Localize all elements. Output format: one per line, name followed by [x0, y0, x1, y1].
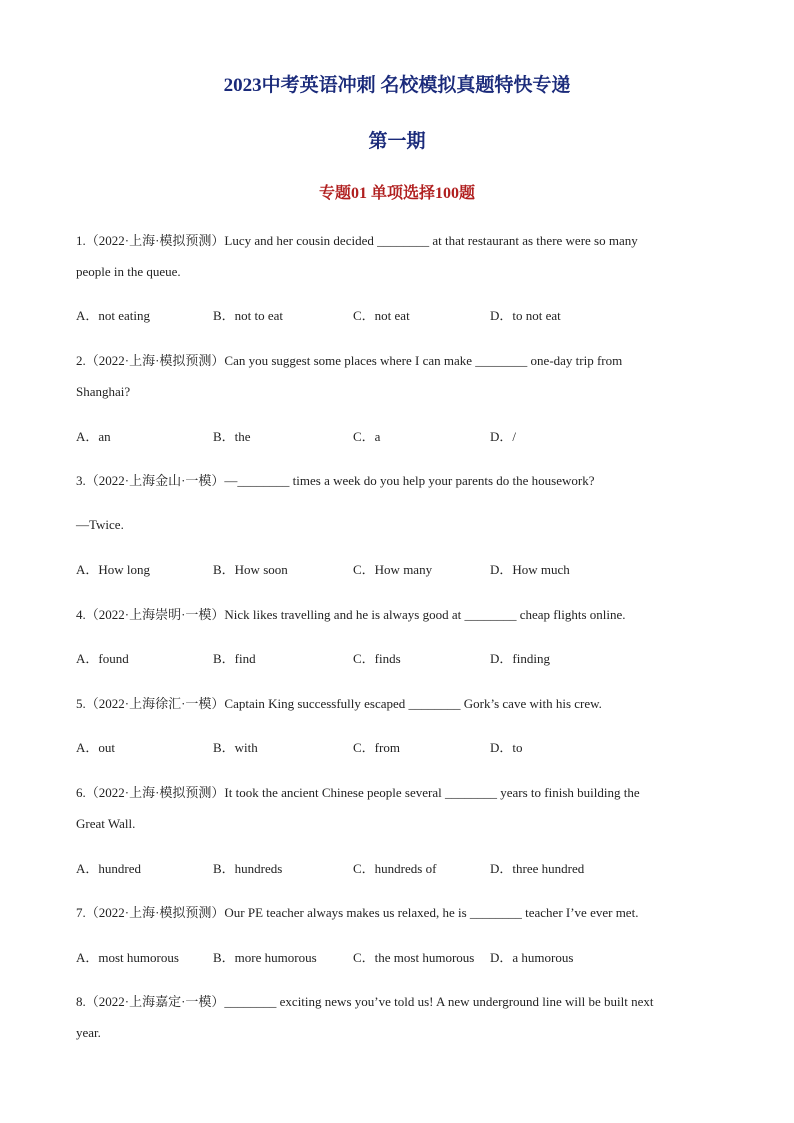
- option-d: D．/: [490, 429, 517, 444]
- option-d: D．a humorous: [490, 950, 574, 965]
- option-b: B．with: [213, 740, 258, 755]
- option-a: A．out: [76, 740, 116, 755]
- option-c: C．the most humorous: [353, 950, 475, 965]
- option-a: A．How long: [76, 562, 151, 577]
- option-d: D．three hundred: [490, 861, 585, 876]
- question-1-stem-line-1: 1.（2022·上海·模拟预测）Lucy and her cousin decided ________ at that restaurant as there were so many: [76, 233, 638, 248]
- topic-heading: 专题01 单项选择100题: [318, 185, 475, 202]
- question-8-stem-line-2: year.: [76, 1025, 101, 1040]
- question-3-stem-line-2: —Twice.: [76, 517, 124, 532]
- question-7-options: [76, 950, 716, 966]
- question-8-stem-line-1: 8.（2022·上海嘉定·一模）________ exciting news you’ve told us! A new underground line will be built next: [76, 994, 654, 1009]
- question-3-options: [76, 562, 716, 578]
- option-d: D．finding: [490, 651, 550, 666]
- option-a: A．found: [76, 651, 129, 666]
- option-b: B．How soon: [213, 562, 288, 577]
- option-c: C．How many: [353, 562, 433, 577]
- option-c: C．hundreds of: [353, 861, 437, 876]
- document-title: 2023中考英语冲刺 名校模拟真题特快专递: [223, 75, 571, 96]
- option-c: C．from: [353, 740, 400, 755]
- option-d: D．to not eat: [490, 308, 561, 323]
- option-d: D．How much: [490, 562, 570, 577]
- option-a: A．not eating: [76, 308, 151, 323]
- question-2-stem-line-2: Shanghai?: [76, 384, 131, 399]
- option-a: A．an: [76, 429, 111, 444]
- option-b: B．more humorous: [213, 950, 317, 965]
- question-4-stem-line-1: 4.（2022·上海崇明·一模）Nick likes travelling and he is always good at ________ cheap flights online.: [76, 607, 626, 622]
- question-4-options: [76, 651, 716, 667]
- option-d: D．to: [490, 740, 523, 755]
- question-6-options: [76, 861, 716, 877]
- question-5-stem-line-1: 5.（2022·上海徐汇·一模）Captain King successfully escaped ________ Gork’s cave with his crew.: [76, 696, 602, 711]
- option-b: B．the: [213, 429, 251, 444]
- issue-label: 第一期: [368, 131, 426, 152]
- question-3-stem-line-1: 3.（2022·上海金山·一模）—________ times a week do you help your parents do the housework?: [76, 473, 595, 488]
- question-1-options: [76, 308, 716, 324]
- question-5-options: [76, 740, 716, 756]
- option-b: B．find: [213, 651, 256, 666]
- question-7-stem-line-1: 7.（2022·上海·模拟预测）Our PE teacher always makes us relaxed, he is ________ teacher I’ve ever met.: [76, 905, 639, 920]
- question-2-options: [76, 429, 716, 445]
- option-a: A．most humorous: [76, 950, 179, 965]
- question-2-stem-line-1: 2.（2022·上海·模拟预测）Can you suggest some places where I can make ________ one-day trip from: [76, 353, 623, 368]
- option-c: C．a: [353, 429, 381, 444]
- option-b: B．hundreds: [213, 861, 283, 876]
- question-1-stem-line-2: people in the queue.: [76, 264, 181, 279]
- question-6-stem-line-1: 6.（2022·上海·模拟预测）It took the ancient Chinese people several ________ years to finish building the: [76, 785, 640, 800]
- option-c: C．finds: [353, 651, 401, 666]
- option-a: A．hundred: [76, 861, 141, 876]
- question-6-stem-line-2: Great Wall.: [76, 816, 136, 831]
- option-c: C．not eat: [353, 308, 410, 323]
- option-b: B．not to eat: [213, 308, 284, 323]
